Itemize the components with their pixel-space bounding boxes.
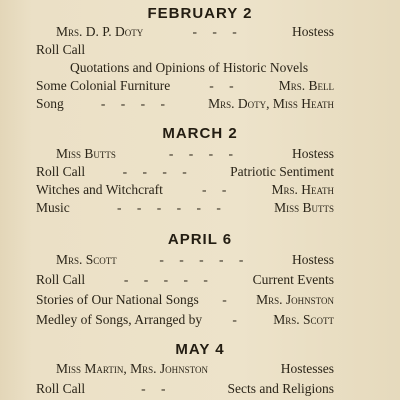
- row-right: Hostess: [291, 252, 334, 267]
- row-left: Roll Call: [36, 272, 86, 287]
- program-row: [36, 96, 334, 112]
- row-right: Mrs. Heath: [271, 182, 334, 197]
- row-leader: - - - - -: [159, 252, 250, 267]
- row-leader: - -: [141, 381, 172, 396]
- month-heading-may: MAY 4: [175, 341, 225, 358]
- month-heading-march: MARCH 2: [162, 125, 238, 142]
- row-leader: -: [232, 312, 243, 327]
- row-left: Music: [36, 200, 70, 215]
- program-row: [36, 312, 334, 328]
- program-row: [36, 200, 334, 216]
- program-row: [36, 182, 334, 198]
- row-leader: - - - -: [122, 164, 193, 179]
- row-left: Quotations and Opinions of Historic Novels: [70, 60, 309, 75]
- program-row: [36, 292, 334, 308]
- program-row: [36, 381, 334, 397]
- program-row: [36, 42, 334, 58]
- row-leader: - - -: [192, 24, 243, 39]
- row-left: Miss Martin, Mrs. Johnston: [56, 361, 208, 376]
- row-leader: - - - -: [100, 96, 171, 111]
- row-right: Mrs. Scott: [273, 312, 334, 327]
- row-left: Mrs. D. P. Doty: [56, 24, 144, 39]
- row-right: Sects and Religions: [227, 381, 334, 396]
- row-left: Some Colonial Furniture: [36, 78, 171, 93]
- row-left: Song: [36, 96, 64, 111]
- row-leader: - - - - - -: [116, 200, 227, 215]
- program-row: [36, 272, 334, 288]
- row-left: Stories of Our National Songs: [36, 292, 199, 307]
- month-heading-april: APRIL 6: [167, 231, 233, 248]
- program-row: [70, 60, 334, 76]
- row-right: Patriotic Sentiment: [230, 164, 334, 179]
- program-row: [56, 24, 334, 40]
- row-left: Witches and Witchcraft: [36, 182, 163, 197]
- row-leader: - -: [209, 78, 240, 93]
- row-left: Roll Call: [36, 42, 86, 57]
- row-left: Mrs. Scott: [56, 252, 117, 267]
- row-leader: - - - - -: [123, 272, 214, 287]
- program-row: [56, 361, 334, 377]
- row-right: Hostess: [291, 24, 334, 39]
- row-right: Miss Butts: [274, 200, 334, 215]
- month-heading-february: FEBRUARY 2: [147, 5, 253, 22]
- row-right: Hostesses: [280, 361, 334, 376]
- row-left: Roll Call: [36, 164, 86, 179]
- row-left: Medley of Songs, Arranged by: [36, 312, 203, 327]
- row-right: Mrs. Bell: [278, 78, 334, 93]
- row-leader: - -: [201, 182, 233, 197]
- row-right: Hostess: [291, 146, 334, 161]
- row-right: Mrs. Doty, Miss Heath: [208, 96, 334, 111]
- row-left: Roll Call: [36, 381, 86, 396]
- program-row: [36, 164, 334, 180]
- row-right: Current Events: [252, 272, 334, 287]
- row-right: Mrs. Johnston: [256, 292, 334, 307]
- program-row: [36, 78, 334, 94]
- row-left: Miss Butts: [56, 146, 116, 161]
- row-leader: - - - -: [168, 146, 239, 161]
- program-row: [56, 146, 334, 162]
- row-leader: -: [222, 292, 233, 307]
- program-row: [56, 252, 334, 268]
